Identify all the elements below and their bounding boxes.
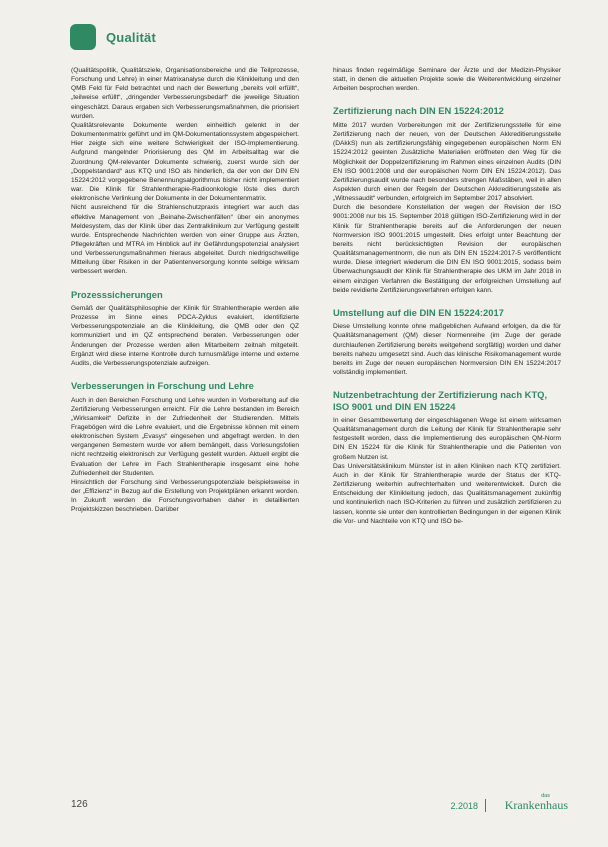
paragraph: Nicht ausreichend für die Strahlenschutzpraxis integriert war auch das effektive Management von „Beinahe-Zwischenfällen“ über ein anonymes Meldesystem, das der Klinik über das Zentralklinikum zur Verfügung gestellt wurde. Entsprechende Nachrichten werden von einer Gruppe aus Ärzten, Pflegekräften und MTRA im Hinblick auf ihr Gefährdungspotenzial analysiert und Verbesserungsmaßnahmen hieraus abgeleitet. Durch niedrigschwellige Mitteilung über Risiken in der Patientenversorgung konnte selbige wirksam verbessert werden. xyxy=(71,204,299,276)
section-heading-prozesssicherungen: Prozesssicherungen xyxy=(71,288,163,300)
section-heading-umstellung: Umstellung auf die DIN EN 15224:2017 xyxy=(333,306,504,318)
section-heading-forschung-lehre: Verbesserungen in Forschung und Lehre xyxy=(71,380,254,392)
section-heading-nutzenbetrachtung: Nutzenbetrachtung der Zertifizierung nach KTQ, ISO 9001 und DIN EN 15224 xyxy=(333,389,548,412)
logo-small-text: das xyxy=(541,793,550,799)
paragraph: Das Universitätsklinikum Münster ist in allen Kliniken nach KTQ zertifiziert. Auch in der Klinik für Strahlentherapie wurde der Status der KTQ-Zertifizierung weiterhin aufrechterhalten und weiterentwickelt. Durch die Entscheidung der Klinikleitung jedoch, das Qualitätsmanagement zukünftig und kontinuierlich nach ISO-Kriterien zu führen und zusätzlich zertifizieren zu lassen, konnte sie unter den kontrollierten Bedingungen in der eigenen Klinik die Vor- und Nachteile von KTQ und ISO be- xyxy=(333,462,561,525)
paragraph: (Qualitätspolitik, Qualitätsziele, Organisationsbereiche und die Teilprozesse, Forschung und Lehre) in einer Matrixanalyse durch die Klinikleitung und den QMB Feld für Feld betrachtet und nach der Bewertung „bereits voll erfüllt“, „teilweise erfüllt“, „dringender Verbesserungsbedarf“ die jeweilige Situation eingeschätzt. Daraus ergaben sich Verbesserungsmaßnahmen, die priorisiert wurden. xyxy=(71,67,299,120)
section-heading-zertifizierung: Zertifizierung nach DIN EN 15224:2012 xyxy=(333,105,504,117)
paragraph: Qualitätsrelevante Dokumente werden einheitlich gelenkt in der Dokumentenmatrix geführt und im QM-Dokumentationssystem abgespeichert. Hier zeigte sich eine weitere Schwierigkeit der ISO-Implementierung. Aufgrund mangelnder Priorisierung des QM im Arbeitsalltag war die Zuordnung QM-relevanter Dokumente schwierig, zuerst wurde sich der „Doppelstandard“ aus KTQ und ISO als hinderlich, da der von der DIN EN 15224:2012 vorgegebene Benennungsalgorithmus bisher nicht implementiert war. Die Klinik für Strahlentherapie-Radioonkologie löste dies durch elektronische Verlinkung der Dokumente in der Dokumentenmatrix. xyxy=(71,121,299,203)
page-header xyxy=(70,24,156,50)
issue-number: 2.2018 xyxy=(450,801,478,811)
krankenhaus-logo xyxy=(505,793,568,812)
paragraph: Diese Umstellung konnte ohne maßgeblichen Aufwand erfolgen, da die für Qualitätsmanagement (QM) dieser Normenreihe (im Zuge der gerade durchlaufenen Zertifizierung bereits weitgehend sorgfältig) worden und daher bereits nahezu umgesetzt sind. Auch das klinische Risikomanagement wurde bereits im Zuge der neuen europäischen Normversion DIN EN 15224:2017 vollständig implementiert. xyxy=(333,323,561,377)
footer-divider xyxy=(485,799,486,812)
right-column xyxy=(333,66,561,526)
section-label: Qualität xyxy=(106,29,156,45)
paragraph: Mitte 2017 wurden Vorbereitungen mit der Zertifizierungsstelle für eine Zertifizierung nach der neuen, von der Deutschen Akkreditierungsstelle (DAkkS) nun als zertifizierungsfähig eingegebenen europäischen Norm EN 15224:2012 geeinten Zusätzliche Materialien eröffneten den Weg für die Möglichkeit der Doppelzertifizierung im Rahmen eines einzelnen Audits (DIN EN ISO 9001:2008 und der europäischen Norm DIN EN 15224:2012). Das Zertifizierungsaudit wurde nach besonders strengen Maßstäben, weil in allen Aspekten durch einen der Regeln der Deutschen Akkreditierungsstelle als „Witnessaudit“ verbunden, erfolgreich im September 2017 absolviert. xyxy=(333,121,561,203)
paragraph: Hinsichtlich der Forschung sind Verbesserungspotenziale beispielsweise in der „Effizienz“ in Bezug auf die Erstellung von Projektplänen erkannt worden. In Zukunft werden die Forschungsvorhaben daher in detaillierten Projektskizzen beschrieben. Darüber xyxy=(71,478,299,514)
section-badge-icon xyxy=(70,24,96,50)
logo-main-text: Krankenhaus xyxy=(504,798,568,812)
page-number: 126 xyxy=(71,799,88,810)
paragraph: In einer Gesamtbewertung der eingeschlagenen Wege ist einem wirksamen Qualitätsmanagement durch die Leitung der Klinik für Strahlentherapie sehr festgestellt worden, dass die Implementierung des europäischen QM-Norm DIN EN 15224 für die Klinik für Strahlentherapie und die Patienten von großem Nutzen ist. xyxy=(333,417,561,461)
paragraph: Gemäß der Qualitätsphilosophie der Klinik für Strahlentherapie werden alle Prozesse im Sinne eines PDCA-Zyklus evaluiert, identifizierte Verbesserungspotenziale an die Klinikleitung, die QMB oder den QZ kommuniziert und im QZ entsprechend beraten. Verbesserungen oder Änderungen der Prozesse werden allen Mitarbeitern zeitnah mitgeteilt. Ergänzt wird diese interne Kontrolle durch turnusmäßige interne und externe Audits, die Verbesserungspotenziale aufzeigen. xyxy=(71,305,299,367)
paragraph: hinaus finden regelmäßige Seminare der Ärzte und der Medizin-Physiker statt, in denen die aktuellen Projekte sowie die Weiterentwicklung einzelner Arbeiten besprochen werden. xyxy=(333,67,561,93)
page-footer xyxy=(70,793,568,821)
left-column xyxy=(71,66,299,515)
paragraph: Durch die besondere Konstellation der wegen der Revision der ISO 9001:2008 nur bis 15. September 2018 gültigen ISO-Zertifizierung wird in der Klinik für Strahlentherapie bereits auf die Anforderungen der neuen Normversion ISO 9001:2015 umgestellt. Dies erfolgt unter Beachtung der bereits nicht berücksichtigten Revision der europäischen Qualitätsmanagementnorm, die nun als DIN EN 15224:2017-5 veröffentlicht wurde. Diese integriert wiederum die DIN EN ISO 9001:2015, sodass beim Überwachungsaudit der Klinik für Strahlentherapie des UKM im Jahr 2018 in einem einzigen Verfahren die Bestätigung der erfolgreichen Umstellung auf beide revidierte Zertifizierungsverfahren erfolgen kann. xyxy=(333,204,561,294)
paragraph: Auch in den Bereichen Forschung und Lehre wurden in Vorbereitung auf die Zertifizierung Verbesserungen erreicht. Für die Lehre bestanden im Bereich „Wirksamkeit“ Defizite in der Zufriedenheit der Studierenden. Mittels Fragebögen wird die Lehre evaluiert, und die Ergebnisse können mit einem elektronischen System „Evasys“ eingesehen und abgefragt werden. In den vergangenen Semestern wurde vor allem bemängelt, dass Vorlesungsfolien nicht rechtzeitig elektronisch zur Verfügung gestellt wurden. Aktuell ergibt die Evaluation der Lehre im Fach Strahlentherapie insgesamt eine hohe Zufriedenheit der Studenten. xyxy=(71,396,299,477)
